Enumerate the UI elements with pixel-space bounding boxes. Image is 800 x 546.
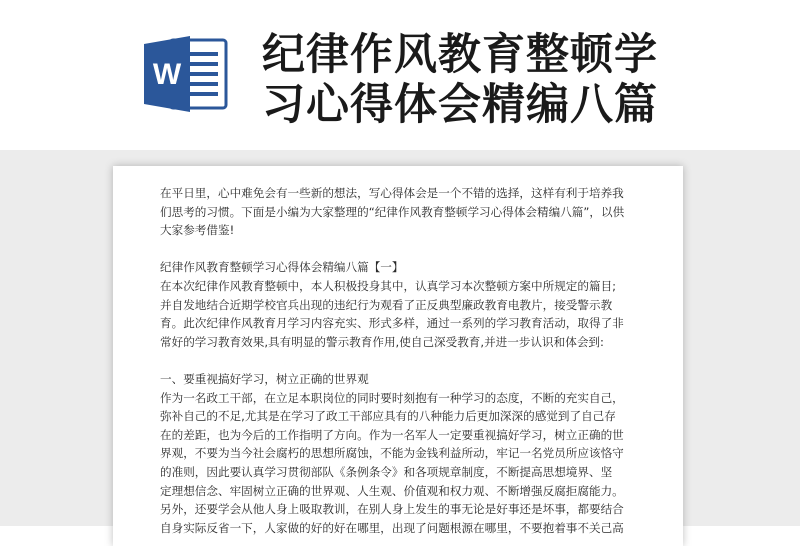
text-line: 在的差距，也为今后的工作指明了方向。作为一名军人一定要重视搞好学习，树立正确的世	[160, 427, 624, 442]
word-icon-letter: W	[152, 58, 182, 91]
text-line: 在本次纪律作风教育整顿中，本人积极投身其中，认真学习本次整顿方案中所规定的篇目;	[160, 278, 617, 293]
text-line: 们思考的习惯。下面是小编为大家整理的“纪律作风教育整顿学习心得体会精编八篇”，以供	[160, 204, 625, 219]
header-banner	[0, 0, 800, 150]
title-line-1: 纪律作风教育整顿学	[262, 30, 658, 80]
text-line: 自身实际反省一下，人家做的好的好在哪里，出现了问题根源在哪里，不要抱着事不关己高	[160, 520, 624, 535]
document-text	[160, 184, 646, 537]
document-page	[113, 166, 683, 546]
text-line: 弥补自己的不足,尤其是在学习了政工干部应具有的八种能力后更加深深的感觉到了自己存	[160, 409, 616, 424]
text-line: 常好的学习教育效果,具有明显的警示教育作用,使自己深受教育,并进一步认识和体会到:	[160, 334, 604, 349]
title-line-2: 习心得体会精编八篇	[262, 80, 658, 130]
text-line: 育。此次纪律作风教育月学习内容充实、形式多样，通过一系列的学习教育活动，取得了非	[160, 316, 624, 331]
text-line: 一、要重视搞好学习，树立正确的世界观	[160, 371, 369, 386]
paragraph-gap	[160, 351, 646, 370]
text-line: 界观，不要为当今社会腐朽的思想所腐蚀，不能为金钱利益所动，牢记一名党员所应该恪守	[160, 446, 624, 461]
text-line: 定理想信念、牢固树立正确的世界观、人生观、价值观和权力观、不断增强反腐拒腐能力。	[160, 483, 624, 498]
text-line: 纪律作风教育整顿学习心得体会精编八篇【一】	[160, 260, 404, 275]
text-line: 在平日里，心中难免会有一些新的想法，写心得体会是一个不错的选择，这样有利于培养我	[160, 186, 624, 200]
text-line: 作为一名政工干部，在立足本职岗位的同时要时刻抱有一种学习的态度，不断的充实自己，	[160, 390, 624, 405]
paragraph-gap	[160, 240, 646, 259]
text-line: 的准则，因此要认真学习贯彻部队《条例条令》和各项规章制度，不断提高思想境界、坚	[160, 464, 613, 479]
text-line: 大家参考借鉴!	[160, 223, 235, 238]
text-line: 并自发地结合近期学校官兵出现的违纪行为观看了正反典型廉政教育电教片，接受警示教	[160, 297, 613, 312]
word-document-icon	[140, 34, 232, 114]
page-title	[262, 30, 702, 130]
text-line: 另外，还要学会从他人身上吸取教训，在别人身上发生的事无论是好事还是坏事，都要结合	[160, 502, 624, 517]
